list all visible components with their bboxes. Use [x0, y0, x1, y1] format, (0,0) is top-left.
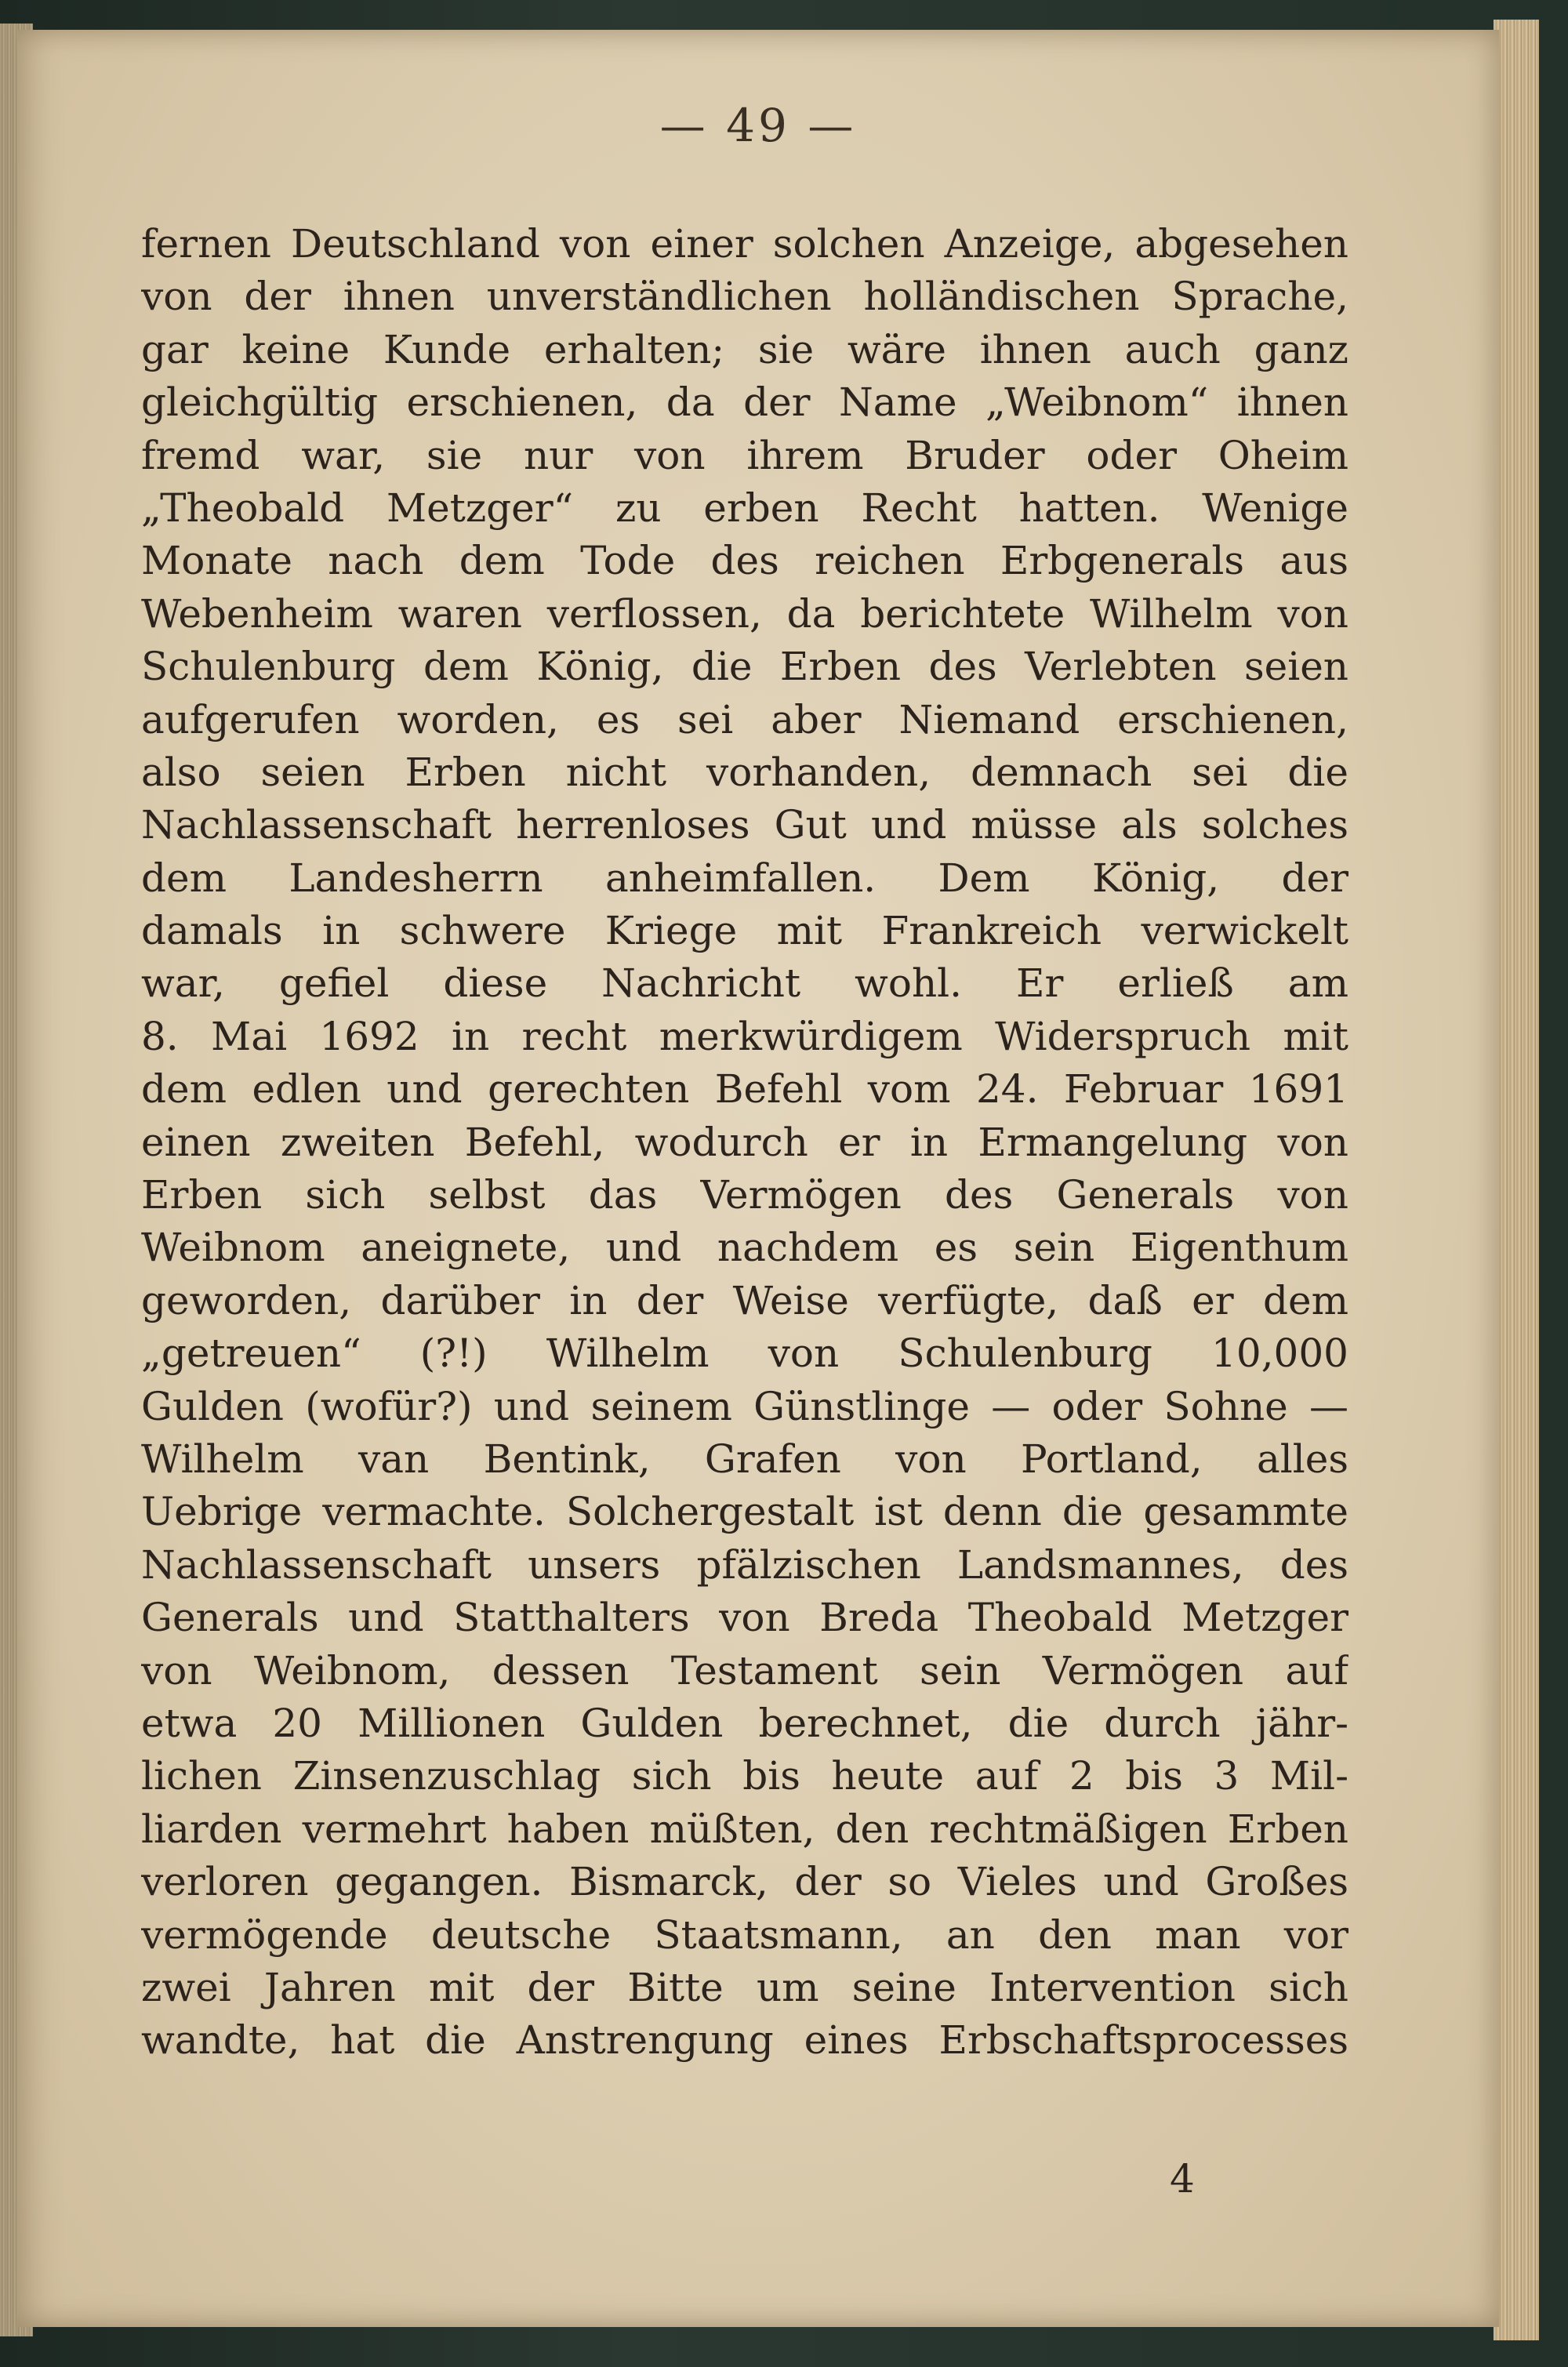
signature-mark: 4	[1170, 2156, 1195, 2202]
text-line: vermögende deutsche Staatsmann, an den man vor	[141, 1911, 1348, 1958]
text-line: Schulenburg dem König, die Erben des Verlebten seien	[141, 644, 1348, 690]
text-line: war, gefiel diese Nachricht wohl. Er erließ am	[141, 960, 1348, 1007]
text-line: etwa 20 Millionen Gulden berechnet, die durch jähr-	[141, 1700, 1348, 1746]
text-line: von Weibnom, dessen Testament sein Vermögen auf	[141, 1647, 1348, 1694]
text-line: „getreuen“ (?!) Wilhelm von Schulenburg 10,000	[141, 1331, 1348, 1377]
text-line: gar keine Kunde erhalten; sie wäre ihnen auch ganz	[141, 326, 1348, 372]
text-line: Nachlassenschaft herrenloses Gut und müsse als solches	[141, 802, 1348, 848]
text-line: fernen Deutschland von einer solchen Anzeige, abgesehen	[141, 221, 1348, 267]
text-line: Uebrige vermachte. Solchergestalt ist denn die gesammte	[141, 1489, 1348, 1535]
text-line: verloren gegangen. Bismarck, der so Vieles und Großes	[141, 1859, 1348, 1905]
text-line: Nachlassenschaft unsers pfälzischen Landsmannes, des	[141, 1541, 1348, 1588]
text-line: aufgerufen worden, es sei aber Niemand erschienen,	[141, 696, 1348, 742]
text-line: von der ihnen unverständlichen holländischen Sprache,	[141, 274, 1348, 320]
text-line: Erben sich selbst das Vermögen des Generals von	[141, 1172, 1348, 1218]
text-line: gleichgültig erschienen, da der Name „Weibnom“ ihnen	[141, 379, 1348, 426]
text-line: Monate nach dem Tode des reichen Erbgenerals aus	[141, 538, 1348, 584]
text-line: Wilhelm van Bentink, Grafen von Portland, alles	[141, 1436, 1348, 1482]
text-line: dem edlen und gerechten Befehl vom 24. Februar 1691	[141, 1066, 1348, 1113]
text-line: geworden, darüber in der Weise verfügte, daß er dem	[141, 1277, 1348, 1323]
text-line: einen zweiten Befehl, wodurch er in Ermangelung von	[141, 1119, 1348, 1165]
text-line: Webenheim waren verflossen, da berichtete Wilhelm von	[141, 590, 1348, 637]
text-line: also seien Erben nicht vorhanden, demnach sei die	[141, 749, 1348, 795]
text-line: zwei Jahren mit der Bitte um seine Intervention sich	[141, 1964, 1348, 2010]
text-line: wandte, hat die Anstrengung eines Erbschaftsprocesses	[141, 2017, 1348, 2064]
text-line: lichen Zinsenzuschlag sich bis heute auf 2 bis 3 Mil-	[141, 1753, 1348, 1799]
text-line: „Theobald Metzger“ zu erben Recht hatten. Wenige	[141, 485, 1348, 531]
text-line: fremd war, sie nur von ihrem Bruder oder Oheim	[141, 432, 1348, 478]
text-line: Weibnom aneignete, und nachdem es sein Eigenthum	[141, 1225, 1348, 1271]
text-line: Gulden (wofür?) und seinem Günstlinge — oder Sohne —	[141, 1383, 1348, 1429]
book-page	[17, 30, 1499, 2327]
text-line: Generals und Statthalters von Breda Theobald Metzger	[141, 1595, 1348, 1641]
text-line: dem Landesherrn anheimfallen. Dem König, der	[141, 855, 1348, 901]
page-number: — 49 —	[659, 99, 857, 152]
text-line: damals in schwere Kriege mit Frankreich verwickelt	[141, 908, 1348, 954]
right-page-edges	[1494, 20, 1539, 2340]
text-line: 8. Mai 1692 in recht merkwürdigem Widerspruch mit	[141, 1013, 1348, 1059]
text-line: liarden vermehrt haben müßten, den rechtmäßigen Erben	[141, 1806, 1348, 1852]
body-text	[141, 218, 1348, 2067]
